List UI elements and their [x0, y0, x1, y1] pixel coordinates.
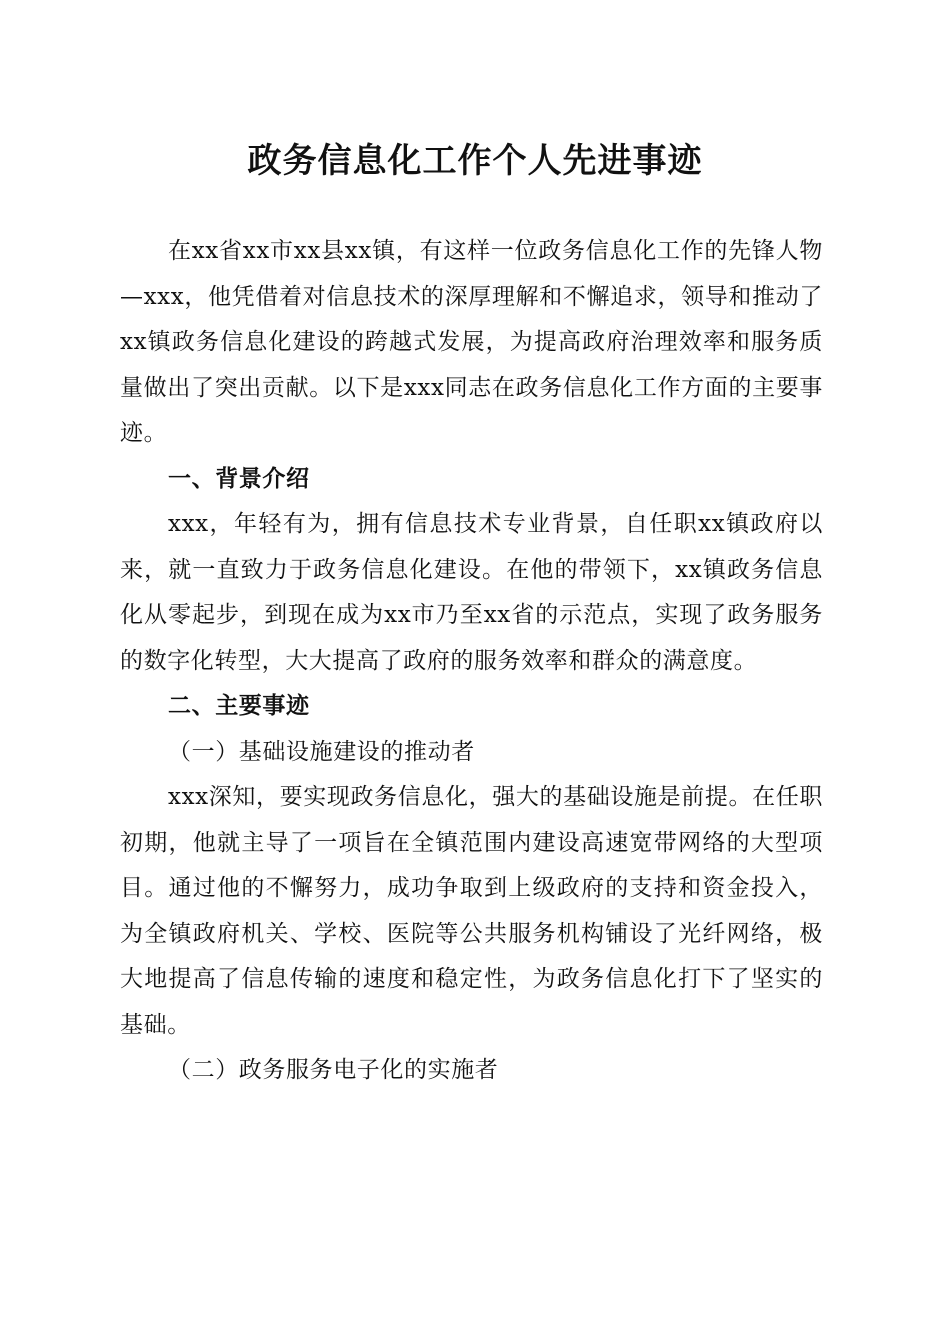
infrastructure-paragraph: xxx深知，要实现政务信息化，强大的基础设施是前提。在任职初期，他就主导了一项旨在全镇范围内建设高速宽带网络的大型项目。通过他的不懈努力，成功争取到上级政府的支持和资金投入，为全镇政府机关、学校、医院等公共服务机构铺设了光纤网络，极大地提高了信息传输的速度和稳定性，为政务信息化打下了坚实的基础。: [120, 784, 823, 1038]
document-body: [120, 229, 823, 1094]
subsection-heading-infrastructure: （一）基础设施建设的推动者: [168, 738, 475, 765]
intro-paragraph: 在xx省xx市xx县xx镇，有这样一位政务信息化工作的先锋人物—xxx，他凭借着对信息技术的深厚理解和不懈追求，领导和推动了xx镇政务信息化建设的跨越式发展，为提高政府治理效率和服务质量做出了突出贡献。以下是xxx同志在政务信息化工作方面的主要事迹。: [120, 238, 823, 446]
section-heading-main-deeds: 二、主要事迹: [168, 693, 310, 719]
subsection-heading-e-government: （二）政务服务电子化的实施者: [168, 1057, 499, 1083]
section-heading-background: 一、背景介绍: [168, 465, 310, 492]
background-paragraph: xxx，年轻有为，拥有信息技术专业背景，自任职xx镇政府以来，就一直致力于政务信息化建设。在他的带领下，xx镇政务信息化从零起步，到现在成为xx市乃至xx省的示范点，实现了政务服务的数字化转型，大大提高了政府的服务效率和群众的满意度。: [120, 511, 823, 674]
document-title: 政务信息化工作个人先进事迹: [247, 141, 703, 181]
